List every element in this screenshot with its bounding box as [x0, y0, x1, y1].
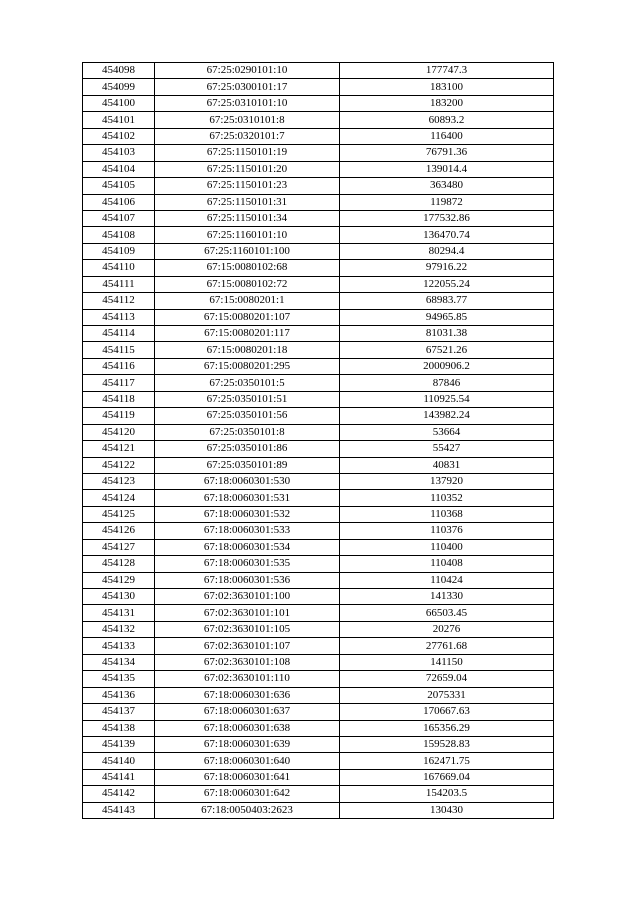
cadastral-number-cell: 67:25:1150101:23	[155, 178, 340, 194]
row-number-cell: 454116	[83, 358, 155, 374]
table-row	[83, 128, 554, 144]
cadastral-number-cell: 67:25:0300101:17	[155, 79, 340, 95]
cadastral-number-cell: 67:02:3630101:105	[155, 621, 340, 637]
table-row	[83, 589, 554, 605]
value-cell: 2000906.2	[340, 358, 554, 374]
table-row	[83, 786, 554, 802]
row-number-cell: 454120	[83, 424, 155, 440]
table-row	[83, 802, 554, 818]
table-row	[83, 210, 554, 226]
value-cell: 87846	[340, 375, 554, 391]
table-row	[83, 506, 554, 522]
row-number-cell: 454140	[83, 753, 155, 769]
cadastral-number-cell: 67:25:0350101:86	[155, 441, 340, 457]
table-row	[83, 424, 554, 440]
table-row	[83, 572, 554, 588]
cadastral-number-cell: 67:25:1160101:100	[155, 243, 340, 259]
value-cell: 170667.63	[340, 704, 554, 720]
cadastral-number-cell: 67:15:0080102:68	[155, 260, 340, 276]
table-row	[83, 391, 554, 407]
cadastral-number-cell: 67:02:3630101:107	[155, 638, 340, 654]
value-cell: 60893.2	[340, 112, 554, 128]
row-number-cell: 454125	[83, 506, 155, 522]
value-cell: 66503.45	[340, 605, 554, 621]
row-number-cell: 454139	[83, 736, 155, 752]
cadastral-number-cell: 67:18:0050403:2623	[155, 802, 340, 818]
table-row	[83, 671, 554, 687]
cadastral-number-cell: 67:18:0060301:533	[155, 523, 340, 539]
table-row	[83, 556, 554, 572]
value-cell: 183200	[340, 95, 554, 111]
row-number-cell: 454114	[83, 326, 155, 342]
cadastral-number-cell: 67:15:0080201:107	[155, 309, 340, 325]
value-cell: 110424	[340, 572, 554, 588]
row-number-cell: 454123	[83, 473, 155, 489]
value-cell: 116400	[340, 128, 554, 144]
cadastral-number-cell: 67:02:3630101:110	[155, 671, 340, 687]
cadastral-number-cell: 67:25:1150101:20	[155, 161, 340, 177]
value-cell: 122055.24	[340, 276, 554, 292]
row-number-cell: 454111	[83, 276, 155, 292]
table-row	[83, 358, 554, 374]
row-number-cell: 454106	[83, 194, 155, 210]
cadastral-number-cell: 67:15:0080201:1	[155, 293, 340, 309]
cadastral-number-cell: 67:25:0310101:10	[155, 95, 340, 111]
row-number-cell: 454141	[83, 769, 155, 785]
cadastral-number-cell: 67:18:0060301:536	[155, 572, 340, 588]
row-number-cell: 454129	[83, 572, 155, 588]
table-row	[83, 243, 554, 259]
value-cell: 110408	[340, 556, 554, 572]
row-number-cell: 454130	[83, 589, 155, 605]
cadastral-number-cell: 67:18:0060301:530	[155, 473, 340, 489]
value-cell: 162471.75	[340, 753, 554, 769]
value-cell: 183100	[340, 79, 554, 95]
table-row	[83, 178, 554, 194]
cadastral-number-cell: 67:02:3630101:101	[155, 605, 340, 621]
value-cell: 159528.83	[340, 736, 554, 752]
row-number-cell: 454133	[83, 638, 155, 654]
cadastral-number-cell: 67:15:0080201:295	[155, 358, 340, 374]
cadastral-number-cell: 67:25:1150101:34	[155, 210, 340, 226]
value-cell: 141330	[340, 589, 554, 605]
value-cell: 110925.54	[340, 391, 554, 407]
row-number-cell: 454136	[83, 687, 155, 703]
table-row	[83, 309, 554, 325]
row-number-cell: 454138	[83, 720, 155, 736]
table-row	[83, 227, 554, 243]
value-cell: 2075331	[340, 687, 554, 703]
table-row	[83, 753, 554, 769]
value-cell: 110368	[340, 506, 554, 522]
cadastral-number-cell: 67:02:3630101:108	[155, 654, 340, 670]
cadastral-number-cell: 67:25:0350101:8	[155, 424, 340, 440]
row-number-cell: 454099	[83, 79, 155, 95]
row-number-cell: 454131	[83, 605, 155, 621]
row-number-cell: 454117	[83, 375, 155, 391]
table-row	[83, 342, 554, 358]
cadastral-number-cell: 67:25:1150101:19	[155, 145, 340, 161]
cadastral-number-cell: 67:25:1150101:31	[155, 194, 340, 210]
table-row	[83, 326, 554, 342]
value-cell: 143982.24	[340, 408, 554, 424]
table-row	[83, 687, 554, 703]
table-row	[83, 276, 554, 292]
row-number-cell: 454108	[83, 227, 155, 243]
value-cell: 80294.4	[340, 243, 554, 259]
cadastral-number-cell: 67:25:0310101:8	[155, 112, 340, 128]
value-cell: 167669.04	[340, 769, 554, 785]
cadastral-number-cell: 67:18:0060301:535	[155, 556, 340, 572]
value-cell: 110376	[340, 523, 554, 539]
row-number-cell: 454127	[83, 539, 155, 555]
row-number-cell: 454100	[83, 95, 155, 111]
table-row	[83, 605, 554, 621]
cadastral-number-cell: 67:18:0060301:532	[155, 506, 340, 522]
row-number-cell: 454122	[83, 457, 155, 473]
row-number-cell: 454115	[83, 342, 155, 358]
table-row	[83, 194, 554, 210]
value-cell: 165356.29	[340, 720, 554, 736]
table-row	[83, 539, 554, 555]
cadastral-number-cell: 67:18:0060301:642	[155, 786, 340, 802]
value-cell: 154203.5	[340, 786, 554, 802]
table-row	[83, 621, 554, 637]
table-row	[83, 63, 554, 79]
value-cell: 53664	[340, 424, 554, 440]
value-cell: 68983.77	[340, 293, 554, 309]
table-row	[83, 473, 554, 489]
row-number-cell: 454124	[83, 490, 155, 506]
table-row	[83, 654, 554, 670]
value-cell: 110352	[340, 490, 554, 506]
value-cell: 55427	[340, 441, 554, 457]
table-row	[83, 145, 554, 161]
value-cell: 72659.04	[340, 671, 554, 687]
table-row	[83, 720, 554, 736]
cadastral-number-cell: 67:15:0080201:117	[155, 326, 340, 342]
table-row	[83, 638, 554, 654]
row-number-cell: 454142	[83, 786, 155, 802]
cadastral-number-cell: 67:18:0060301:637	[155, 704, 340, 720]
cadastral-number-cell: 67:18:0060301:534	[155, 539, 340, 555]
row-number-cell: 454105	[83, 178, 155, 194]
row-number-cell: 454102	[83, 128, 155, 144]
cadastral-number-cell: 67:18:0060301:638	[155, 720, 340, 736]
row-number-cell: 454128	[83, 556, 155, 572]
cadastral-number-cell: 67:18:0060301:641	[155, 769, 340, 785]
cadastral-number-cell: 67:18:0060301:531	[155, 490, 340, 506]
row-number-cell: 454126	[83, 523, 155, 539]
table-row	[83, 112, 554, 128]
table-row	[83, 736, 554, 752]
row-number-cell: 454107	[83, 210, 155, 226]
value-cell: 94965.85	[340, 309, 554, 325]
cadastral-number-cell: 67:15:0080102:72	[155, 276, 340, 292]
row-number-cell: 454135	[83, 671, 155, 687]
table-row	[83, 490, 554, 506]
value-cell: 137920	[340, 473, 554, 489]
cadastral-number-cell: 67:18:0060301:640	[155, 753, 340, 769]
table-row	[83, 523, 554, 539]
table-body	[83, 63, 554, 819]
cadastral-number-cell: 67:15:0080201:18	[155, 342, 340, 358]
table-row	[83, 161, 554, 177]
row-number-cell: 454132	[83, 621, 155, 637]
cadastral-number-cell: 67:25:0290101:10	[155, 63, 340, 79]
table-row	[83, 79, 554, 95]
value-cell: 40831	[340, 457, 554, 473]
table-row	[83, 260, 554, 276]
row-number-cell: 454121	[83, 441, 155, 457]
cadastral-number-cell: 67:25:0320101:7	[155, 128, 340, 144]
table-row	[83, 769, 554, 785]
row-number-cell: 454110	[83, 260, 155, 276]
row-number-cell: 454134	[83, 654, 155, 670]
cadastral-number-cell: 67:25:0350101:56	[155, 408, 340, 424]
row-number-cell: 454104	[83, 161, 155, 177]
table-row	[83, 704, 554, 720]
table-row	[83, 441, 554, 457]
row-number-cell: 454119	[83, 408, 155, 424]
cadastral-number-cell: 67:02:3630101:100	[155, 589, 340, 605]
table-row	[83, 293, 554, 309]
cadastral-number-cell: 67:25:0350101:5	[155, 375, 340, 391]
row-number-cell: 454118	[83, 391, 155, 407]
cadastral-number-cell: 67:25:0350101:51	[155, 391, 340, 407]
row-number-cell: 454143	[83, 802, 155, 818]
cadastral-number-cell: 67:25:0350101:89	[155, 457, 340, 473]
value-cell: 177532.86	[340, 210, 554, 226]
value-cell: 119872	[340, 194, 554, 210]
row-number-cell: 454112	[83, 293, 155, 309]
table-row	[83, 95, 554, 111]
value-cell: 141150	[340, 654, 554, 670]
value-cell: 139014.4	[340, 161, 554, 177]
row-number-cell: 454113	[83, 309, 155, 325]
value-cell: 136470.74	[340, 227, 554, 243]
value-cell: 177747.3	[340, 63, 554, 79]
value-cell: 20276	[340, 621, 554, 637]
cadastral-value-table	[82, 62, 554, 819]
table-row	[83, 375, 554, 391]
value-cell: 110400	[340, 539, 554, 555]
value-cell: 363480	[340, 178, 554, 194]
row-number-cell: 454103	[83, 145, 155, 161]
table-row	[83, 408, 554, 424]
row-number-cell: 454101	[83, 112, 155, 128]
row-number-cell: 454137	[83, 704, 155, 720]
row-number-cell: 454098	[83, 63, 155, 79]
cadastral-number-cell: 67:18:0060301:639	[155, 736, 340, 752]
value-cell: 97916.22	[340, 260, 554, 276]
table-row	[83, 457, 554, 473]
value-cell: 130430	[340, 802, 554, 818]
value-cell: 81031.38	[340, 326, 554, 342]
cadastral-number-cell: 67:25:1160101:10	[155, 227, 340, 243]
value-cell: 27761.68	[340, 638, 554, 654]
cadastral-number-cell: 67:18:0060301:636	[155, 687, 340, 703]
value-cell: 67521.26	[340, 342, 554, 358]
row-number-cell: 454109	[83, 243, 155, 259]
value-cell: 76791.36	[340, 145, 554, 161]
